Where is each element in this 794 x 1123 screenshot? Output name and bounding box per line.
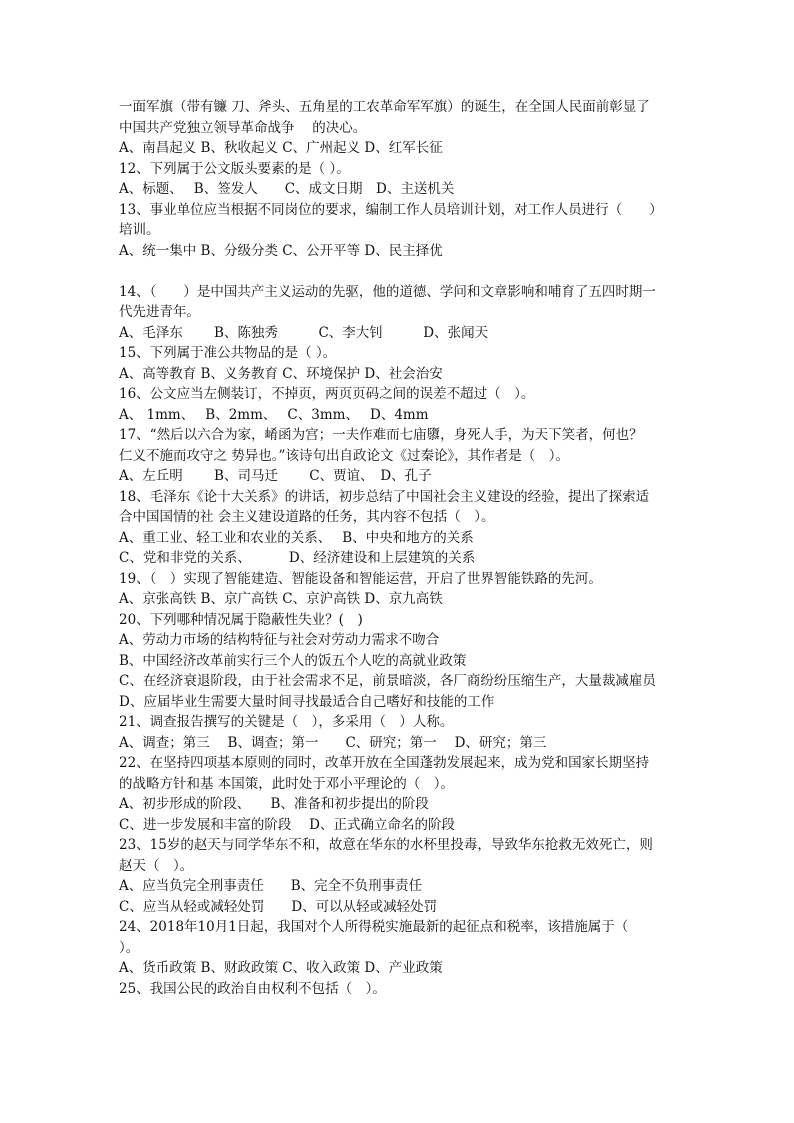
question-text-block: [119, 97, 679, 999]
question-20: 20、下列哪种情况属于隐蔽性失业？( ): [119, 611, 363, 628]
question-15: 15、下列属于准公共物品的是（ ）。: [119, 345, 337, 361]
question-17: 17、“然后以六合为家，崤函为宫；一夫作难而七庙隳，身死人手，为天下笑者，何也？: [119, 427, 643, 443]
options-line: A、调查；第三 B、调查；第一 C、研究；第一 D、研究；第三: [119, 734, 547, 751]
options-line: A、南昌起义 B、秋收起义 C、广州起义 D、红军长征: [119, 140, 443, 156]
question-19: 19、（ ）实现了智能建造、智能设备和智能运营，开启了世界智能铁路的先河。: [119, 570, 602, 587]
options-line: A、重工业、轻工业和农业的关系、 B、中央和地方的关系: [119, 529, 474, 546]
question-14: 14、（ ）是中国共产主义运动的先驱，他的道德、学问和文章影响和哺育了五四时期一: [119, 283, 656, 300]
options-line: A、高等教育 B、义务教育 C、环境保护 D、社会治安: [119, 365, 443, 382]
text-line: 代先进青年。: [119, 304, 200, 320]
options-line: A、应当负完全刑事责任 B、完全不负刑事责任: [119, 878, 423, 894]
text-line: 仁义不施而攻守之 势异也。”该诗句出自政论文《过秦论》，其作者是（ ）。: [119, 447, 569, 464]
question-24: 24、2018年10月1日起，我国对个人所得税实施最新的起征点和税率，该措施属于（: [119, 919, 629, 935]
question-16: 16、公文应当左侧装订，不掉页，两页页码之间的误差不超过（ ）。: [119, 386, 535, 402]
text-line: 一面军旗（带有镰 刀、斧头、五角星的工农革命军军旗）的诞生，在全国人民面前彰显了: [119, 99, 650, 115]
text-line: 的战略方针和基 本国策，此时处于邓小平理论的（ ）。: [119, 775, 455, 792]
options-line: B、中国经济改革前实行三个人的饭五个人吃的高就业政策: [119, 652, 467, 669]
options-line: C、进一步发展和丰富的阶段 D、正式确立命名的阶段: [119, 816, 455, 833]
options-line: A、标题、 B、签发人 C、成文日期 D、主送机关: [119, 181, 455, 197]
options-line: A、劳动力市场的结构特征与社会对劳动力需求不吻合: [119, 632, 440, 648]
options-line: A、货币政策 B、财政政策 C、收入政策 D、产业政策: [119, 960, 443, 976]
question-21: 21、调查报告撰写的关键是（ ），多采用（ ）人称。: [119, 714, 454, 730]
question-18: 18、毛泽东《论十大关系》的讲话，初步总结了中国社会主义建设的经验，提出了探索适: [119, 488, 650, 505]
question-13: 13、事业单位应当根据不同岗位的要求，编制工作人员培训计划，对工作人员进行（ ）: [119, 201, 663, 218]
options-line: C、在经济衰退阶段，由于社会需求不足，前景暗淡，各厂商纷纷压缩生产，大量裁减雇员: [119, 673, 656, 689]
options-line: A、毛泽东 B、陈独秀 C、李大钊 D、张闻天: [119, 324, 489, 341]
options-line: A、初步形成的阶段、 B、准备和初步提出的阶段: [119, 796, 429, 812]
options-line: A、左丘明 B、司马迁 C、贾谊、 D、孔子: [119, 468, 432, 484]
options-line: A、统一集中 B、分级分类 C、公开平等 D、民主择优: [119, 242, 443, 259]
text-line: 合中国国情的社 会主义建设道路的任务，其内容不包括（ ）。: [119, 509, 495, 525]
options-line: C、党和非党的关系、 D、经济建设和上层建筑的关系: [119, 550, 476, 566]
options-line: C、应当从轻或减轻处罚 D、可以从轻或减轻处罚: [119, 898, 438, 915]
question-23: 23、15岁的赵天与同学华东不和，故意在华东的水杯里投毒，导致华东抢救无效死亡，则: [119, 837, 653, 853]
options-line: A、京张高铁 B、京广高铁 C、京沪高铁 D、京九高铁: [119, 591, 443, 607]
text-line: 赵天（ ）。: [119, 857, 194, 874]
options-line: D、应届毕业生需要大量时间寻找最适合自己嗜好和技能的工作: [119, 693, 495, 710]
text-line: ）。: [119, 939, 140, 956]
text-line: 中国共产党独立领导革命战争 的决心。: [119, 119, 367, 136]
question-25: 25、我国公民的政治自由权利不包括（ ）。: [119, 980, 386, 997]
options-line: A、 1mm、 B、2mm、 C、3mm、 D、4mm: [119, 406, 429, 423]
question-12: 12、下列属于公文版头要素的是（ ）。: [119, 160, 350, 177]
text-line: 培训。: [119, 222, 160, 238]
blank-line: [119, 261, 679, 282]
question-22: 22、在坚持四项基本原则的同时，改革开放在全国蓬勃发展起来，成为党和国家长期坚持: [119, 755, 650, 771]
